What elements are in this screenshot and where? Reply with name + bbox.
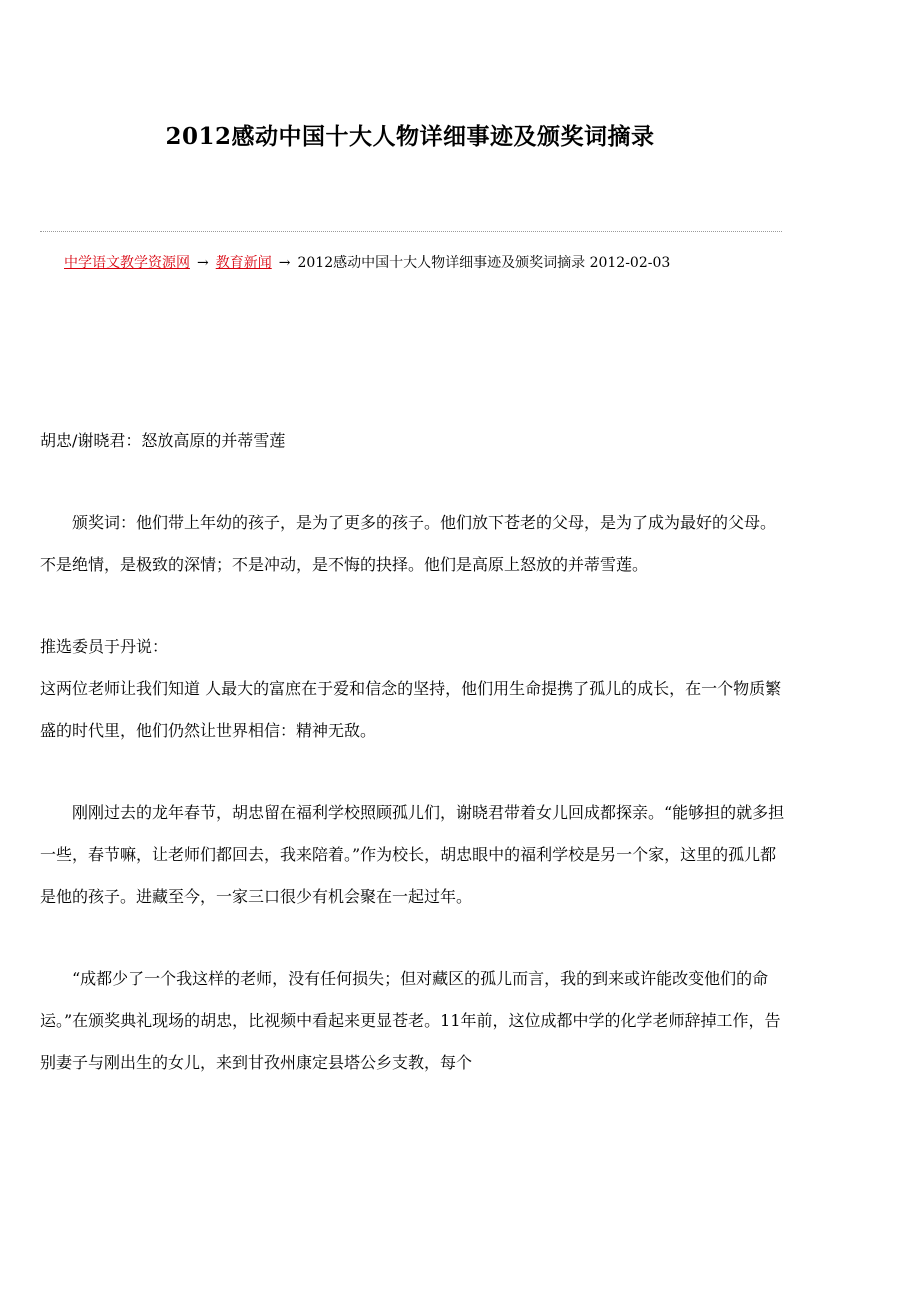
title-divider [40, 231, 782, 232]
breadcrumb-section-link[interactable]: 教育新闻 [215, 255, 272, 271]
breadcrumb-date: 2012-02-03 [589, 255, 671, 271]
breadcrumb-home-link[interactable]: 中学语文教学资源网 [64, 255, 190, 271]
committee-label: 推选委员于丹说： [40, 637, 169, 656]
award-citation: 颁奖词：他们带上年幼的孩子，是为了更多的孩子。他们放下苍老的父母，是为了成为最好的父母。不是绝情，是极致的深情；不是冲动，是不悔的抉择。他们是高原上怒放的并蒂雪莲。 [40, 513, 777, 574]
breadcrumb [64, 252, 670, 274]
page-title: 2012感动中国十大人物详细事迹及颁奖词摘录 [165, 123, 655, 150]
breadcrumb-arrow-icon: → [197, 255, 209, 271]
article-body [40, 420, 785, 1084]
article-paragraph: 刚刚过去的龙年春节，胡忠留在福利学校照顾孤儿们，谢晓君带着女儿回成都探亲。“能够担的就多担一些，春节嘛，让老师们都回去，我来陪着。”作为校长，胡忠眼中的福利学校是另一个家，这里的孤儿都是他的孩子。进藏至今，一家三口很少有机会聚在一起过年。 [40, 803, 785, 906]
breadcrumb-current: 2012感动中国十大人物详细事迹及颁奖词摘录 [297, 255, 586, 271]
committee-comment: 这两位老师让我们知道 人最大的富庶在于爱和信念的坚持，他们用生命提携了孤儿的成长，在一个物质繁盛的时代里，他们仍然让世界相信：精神无敌。 [40, 679, 782, 740]
breadcrumb-arrow-icon: → [278, 255, 291, 271]
article-paragraph: “成都少了一个我这样的老师，没有任何损失；但对藏区的孤儿而言，我的到来或许能改变他们的命运。”在颁奖典礼现场的胡忠，比视频中看起来更显苍老。11年前，这位成都中学的化学老师辞掉工作，告别妻子与刚出生的女儿，来到甘孜州康定县塔公乡支教，每个 [40, 969, 781, 1072]
section-heading: 胡忠/谢晓君：怒放高原的并蒂雪莲 [40, 431, 286, 450]
